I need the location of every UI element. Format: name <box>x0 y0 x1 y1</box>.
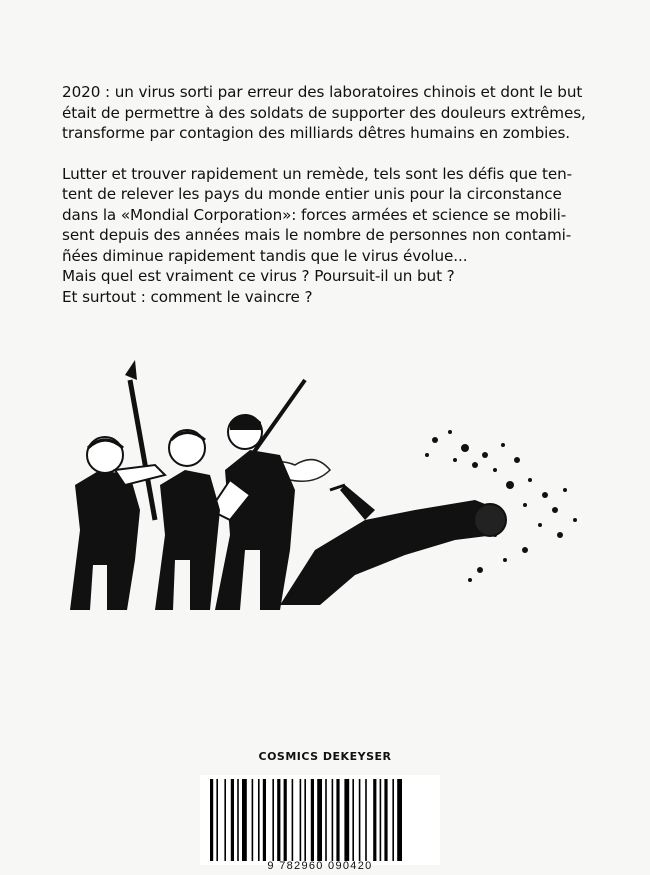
blurb-line: dans la «Mondial Corporation»: forces armées et science se mobili- <box>62 205 567 224</box>
barcode-number: 9 782960 090420 <box>267 860 373 872</box>
blurb-paragraph-2 <box>62 164 622 308</box>
blurb-line: transforme par contagion des milliards dêtres humains en zombies. <box>62 124 571 142</box>
barcode <box>200 770 440 870</box>
blurb-line: tent de relever les pays du monde entier unis pour la circonstance <box>62 185 562 203</box>
blurb-line: sent depuis des années mais le nombre de personnes non contami- <box>62 226 572 244</box>
blurb-line: Lutter et trouver rapidement un remède, tels sont les défis que ten- <box>62 164 573 183</box>
falling-figure <box>280 485 506 605</box>
blurb-line: ñées diminue rapidement tandis que le virus évolue... <box>62 246 468 265</box>
comic-illustration <box>55 360 595 620</box>
soldier-center <box>125 360 220 610</box>
soldier-right <box>210 380 305 610</box>
blurb-question-1: Mais quel est vraiment ce virus ? Poursuit-il un but ? <box>62 267 455 285</box>
publisher-logo: COSMICS DEKEYSER <box>258 750 392 763</box>
blurb-paragraph-1 <box>62 82 622 144</box>
blurb-line: 2020 : un virus sorti par erreur des laboratoires chinois et dont le but <box>62 83 583 101</box>
blurb-question-2: Et surtout : comment le vaincre ? <box>62 287 313 306</box>
blurb-line: était de permettre à des soldats de supporter des douleurs extrêmes, <box>62 103 586 122</box>
soldier-left <box>70 437 165 610</box>
back-cover-blurb <box>62 82 622 307</box>
